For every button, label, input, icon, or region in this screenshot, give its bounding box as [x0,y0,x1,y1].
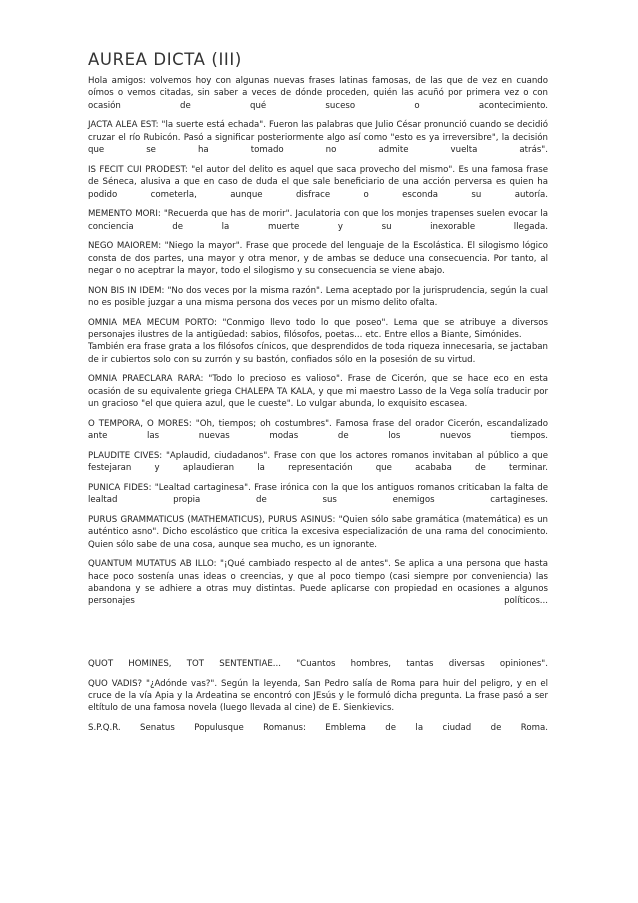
document-page [88,50,548,742]
paragraph-plaudite-cives: PLAUDITE CIVES: "Aplaudid, ciudadanos". Frase con que los actores romanos invitaban al público a que festejaran y aplaudieran la representación que acababa de terminar. [88,450,548,474]
paragraph-punica-fides: PUNICA FIDES: "Lealtad cartaginesa". Frase irónica con la que los antiguos romanos criticaban la falta de lealtad propia de sus enemigos cartagineses. [88,482,548,506]
paragraph-quot-homines: QUOT HOMINES, TOT SENTENTIAE... "Cuantos hombres, tantas diversas opiniones". [88,659,548,670]
paragraph-quo-vadis: QUO VADIS? "¿Adónde vas?". Según la leyenda, San Pedro salía de Roma para huir del peligro, y en el cruce de la vía Apia y la Ardeatina se encontró con JEsús y le formuló dicha pregunta. La frase pasó a ser eltítulo de una famosa novela (luego llevada al cine) de E. Sienkievics. [88,678,548,714]
paragraph-omnia-mea-cont: También era frase grata a los filósofos cínicos, que desprendidos de toda riqueza innecesaria, se jactaban de ir cubiertos solo con su zurrón y su bastón, confiados sólo en la posesión de su virtud. [88,342,548,365]
blank-gap [88,615,548,658]
paragraph-is-fecit: IS FECIT CUI PRODEST: "el autor del delito es aquel que saca provecho del mismo". Es una famosa frase de Séneca, alusiva a que en caso de duda el que sale beneficiario de una acción perversa es quien ha podido cometerla, aunque disfrace o esconda su autoría. [88,164,548,200]
paragraph-quantum-mutatus: QUANTUM MUTATUS AB ILLO: "¡Qué cambiado respecto al de antes". Se aplica a una persona que hasta hace poco sostenía unas ideas o creencias, y que al poco tiempo (casi siempre por conveniencia) las abandona y se adhiere a otras muy distintas. Puede aplicarse con propiedad en ocasiones a algunos personajes políticos... [88,559,548,607]
paragraph-spqr: S.P.Q.R. Senatus Populusque Romanus: Emblema de la ciudad de Roma. [88,723,548,734]
paragraph-purus-grammaticus: PURUS GRAMMATICUS (MATHEMATICUS), PURUS ASINUS: "Quien sólo sabe gramática (matemática) es un auténtico asno". Dicho escolástico que critica la excesiva especialización de una rama del conocimiento. Quien sólo sabe de una cosa, aunque sea mucho, es un ignorante. [88,514,548,550]
intro-paragraph: Hola amigos: volvemos hoy con algunas nuevas frases latinas famosas, de las que de vez en cuando oímos o vemos citadas, sin saber a veces de dónde proceden, quién las acuñó por primera vez o con ocasión de qué suceso o acontecimiento. [88,76,548,111]
paragraph-o-tempora: O TEMPORA, O MORES: "Oh, tiempos; oh costumbres". Famosa frase del orador Cicerón, escandalizado ante las nuevas modas de los nuevos tiempos. [88,418,548,442]
paragraph-nego-maiorem: NEGO MAIOREM: "Niego la mayor". Frase que procede del lenguaje de la Escolástica. El silogismo lógico consta de dos partes, una mayor y otra menor, y de ambas se deduce una consecuencia. Por tanto, al negar o no aceptrar la mayor, todo el silogismo y su consecuencia se viene abajo. [88,241,548,277]
paragraph-non-bis-in-idem: NON BIS IN IDEM: "No dos veces por la misma razón". Lema aceptado por la jurisprudencia, según la cual no es posible juzgar a una misma persona dos veces por un mismo delito ofalta. [88,285,548,309]
paragraph-jacta-alea-est: JACTA ALEA EST: "la suerte está echada". Fueron las palabras que Julio César pronunció cuando se decidió cruzar el río Rubicón. Pasó a significar posteriormente algo así como "esto es ya irreversibre", la decisión que se ha tomado no admite vuelta atrás". [88,120,548,156]
paragraph-omnia-mea: OMNIA MEA MECUM PORTO: "Conmigo llevo todo lo que poseo". Lema que se atribuye a diversos personajes ilustres de la antigüedad: sabios, filósofos, poetas... etc. Entre ellos a Biante, Simónides. [88,317,548,341]
paragraph-memento-mori: MEMENTO MORI: "Recuerda que has de morir". Jaculatoria con que los monjes trapenses suelen evocar la conciencia de la muerte y su inexorable llegada. [88,209,548,232]
paragraph-omnia-praeclara: OMNIA PRAECLARA RARA: "Todo lo precioso es valioso". Frase de Cicerón, que se hace eco en esta ocasión de su equivalente griega CHALEPA TA KALA, y que mi maestro Lasso de la Vega solía traducir por un gracioso "el que quiera azul, que le cueste". Lo vulgar abunda, lo exquisito escasea. [88,374,548,410]
page-title: AUREA DICTA (III) [88,50,242,69]
